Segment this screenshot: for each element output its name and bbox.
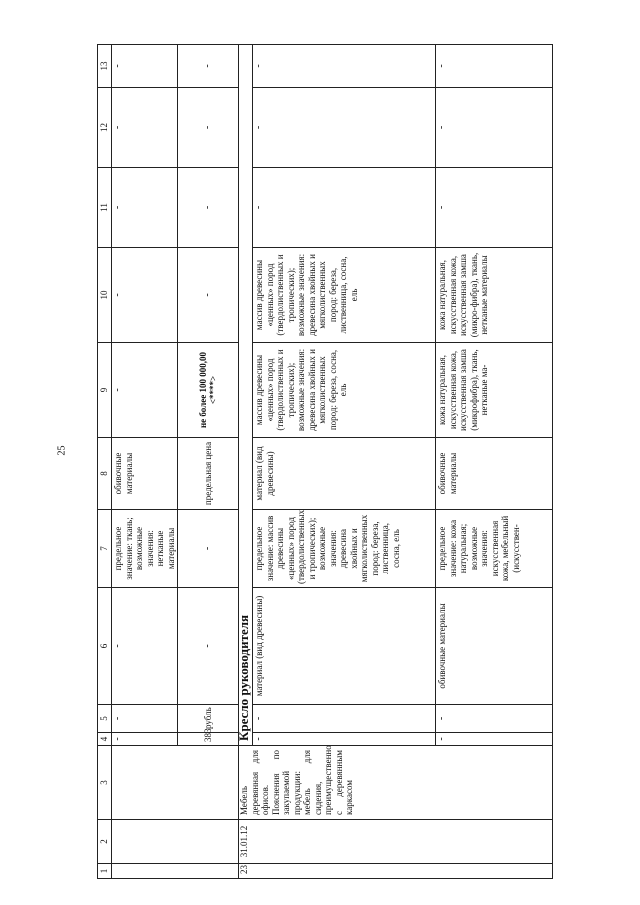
table-cell: - xyxy=(178,510,239,588)
column-number: 3 xyxy=(98,746,112,820)
column-number: 7 xyxy=(98,510,112,588)
empty-cell xyxy=(112,820,178,864)
table-cell: - xyxy=(253,88,436,168)
table-cell: - xyxy=(112,45,178,88)
table-cell: кожа натуральная, искусственная кожа, искусственная замша (микрофибра), ткань, нетканые ма- xyxy=(436,343,553,438)
table-cell: массив древесины «ценных» пород (твердолиственных и тропических); возможные значения: древесина хвойных и мягколиственных пород: береза, сосна, ель xyxy=(253,343,436,438)
column-number: 12 xyxy=(98,88,112,168)
column-number: 10 xyxy=(98,248,112,343)
table-cell: - xyxy=(436,733,553,746)
table-cell: - xyxy=(178,168,239,248)
table-cell: - xyxy=(436,45,553,88)
table-cell: кожа натуральная, искусственная кожа, искусственная замша (микро-фибра), ткань, нетканые материалы xyxy=(436,248,553,343)
table-cell: - xyxy=(436,705,553,733)
table-cell: - xyxy=(253,705,436,733)
section-row xyxy=(239,45,253,879)
section-title: Кресло руководителя xyxy=(239,45,253,746)
table-cell: - xyxy=(112,168,178,248)
table-cell: - xyxy=(436,168,553,248)
price-limit-cell: не более 100 000,00 <****> xyxy=(178,343,239,438)
table-cell: - xyxy=(253,733,436,746)
column-number: 13 xyxy=(98,45,112,88)
column-number: 11 xyxy=(98,168,112,248)
table-cell: - xyxy=(253,45,436,88)
table-cell: - xyxy=(178,88,239,168)
rotated-table-container xyxy=(97,45,535,879)
empty-cell xyxy=(178,864,239,879)
table-row xyxy=(178,45,239,879)
table-viewport xyxy=(97,45,535,879)
table-cell: обивочные материалы xyxy=(112,438,178,510)
column-number: 8 xyxy=(98,438,112,510)
table-cell: - xyxy=(178,248,239,343)
column-number-row xyxy=(98,45,112,879)
item-code: 31.01.12 xyxy=(239,820,553,864)
table-cell: - xyxy=(112,588,178,705)
table-cell: - xyxy=(112,88,178,168)
column-number: 9 xyxy=(98,343,112,438)
table-cell: - xyxy=(112,343,178,438)
page-number: 25 xyxy=(56,445,68,456)
column-number: 5 xyxy=(98,705,112,733)
item-description: Мебель деревянная для офисов. Пояснения по закупаемой продукции: мебель для сидения, преимущественно с деревянным каркасом xyxy=(239,746,553,820)
table-cell: предельная цена xyxy=(178,438,239,510)
unit-name-cell: рубль xyxy=(178,705,239,733)
table-cell: - xyxy=(253,168,436,248)
column-number: 6 xyxy=(98,588,112,705)
procurement-characteristics-table xyxy=(97,44,553,879)
table-cell: предельное значение: кожа натуральная; возможные значения: искусственная кожа, мебельный (искусствен- xyxy=(436,510,553,588)
table-cell: - xyxy=(178,45,239,88)
table-cell: - xyxy=(112,733,178,746)
empty-cell xyxy=(178,746,239,820)
column-number: 1 xyxy=(98,864,112,879)
unit-code-cell: 383 xyxy=(178,733,239,746)
table-cell: предельное значение: ткань; возможные значения: нетканые материалы xyxy=(112,510,178,588)
table-cell: обивочные материалы xyxy=(436,438,553,510)
table-cell: обивочные материалы xyxy=(436,588,553,705)
table-cell: - xyxy=(436,88,553,168)
table-cell: предельное значение: массив древесины «ценных» пород (твердолиственных и тропических); возможные значения: древесина хвойных и мягколиственных пород: береза, лиственница, сосна, ель xyxy=(253,510,436,588)
column-number: 2 xyxy=(98,820,112,864)
table-cell: - xyxy=(112,248,178,343)
column-number: 4 xyxy=(98,733,112,746)
table-cell: материал (вид древесины) xyxy=(253,588,436,705)
empty-cell xyxy=(178,820,239,864)
table-cell: материал (вид древесины) xyxy=(253,438,436,510)
table-row xyxy=(112,45,178,879)
table-cell: - xyxy=(112,705,178,733)
item-number: 23 xyxy=(239,864,553,879)
table-cell: массив древесины «ценных» пород (твердолиственных и тропических); возможные значения: древесина хвойных и мягколиственных пород: береза, лиственница, сосна, ель xyxy=(253,248,436,343)
empty-cell xyxy=(112,864,178,879)
empty-cell xyxy=(112,746,178,820)
table-cell: - xyxy=(178,588,239,705)
